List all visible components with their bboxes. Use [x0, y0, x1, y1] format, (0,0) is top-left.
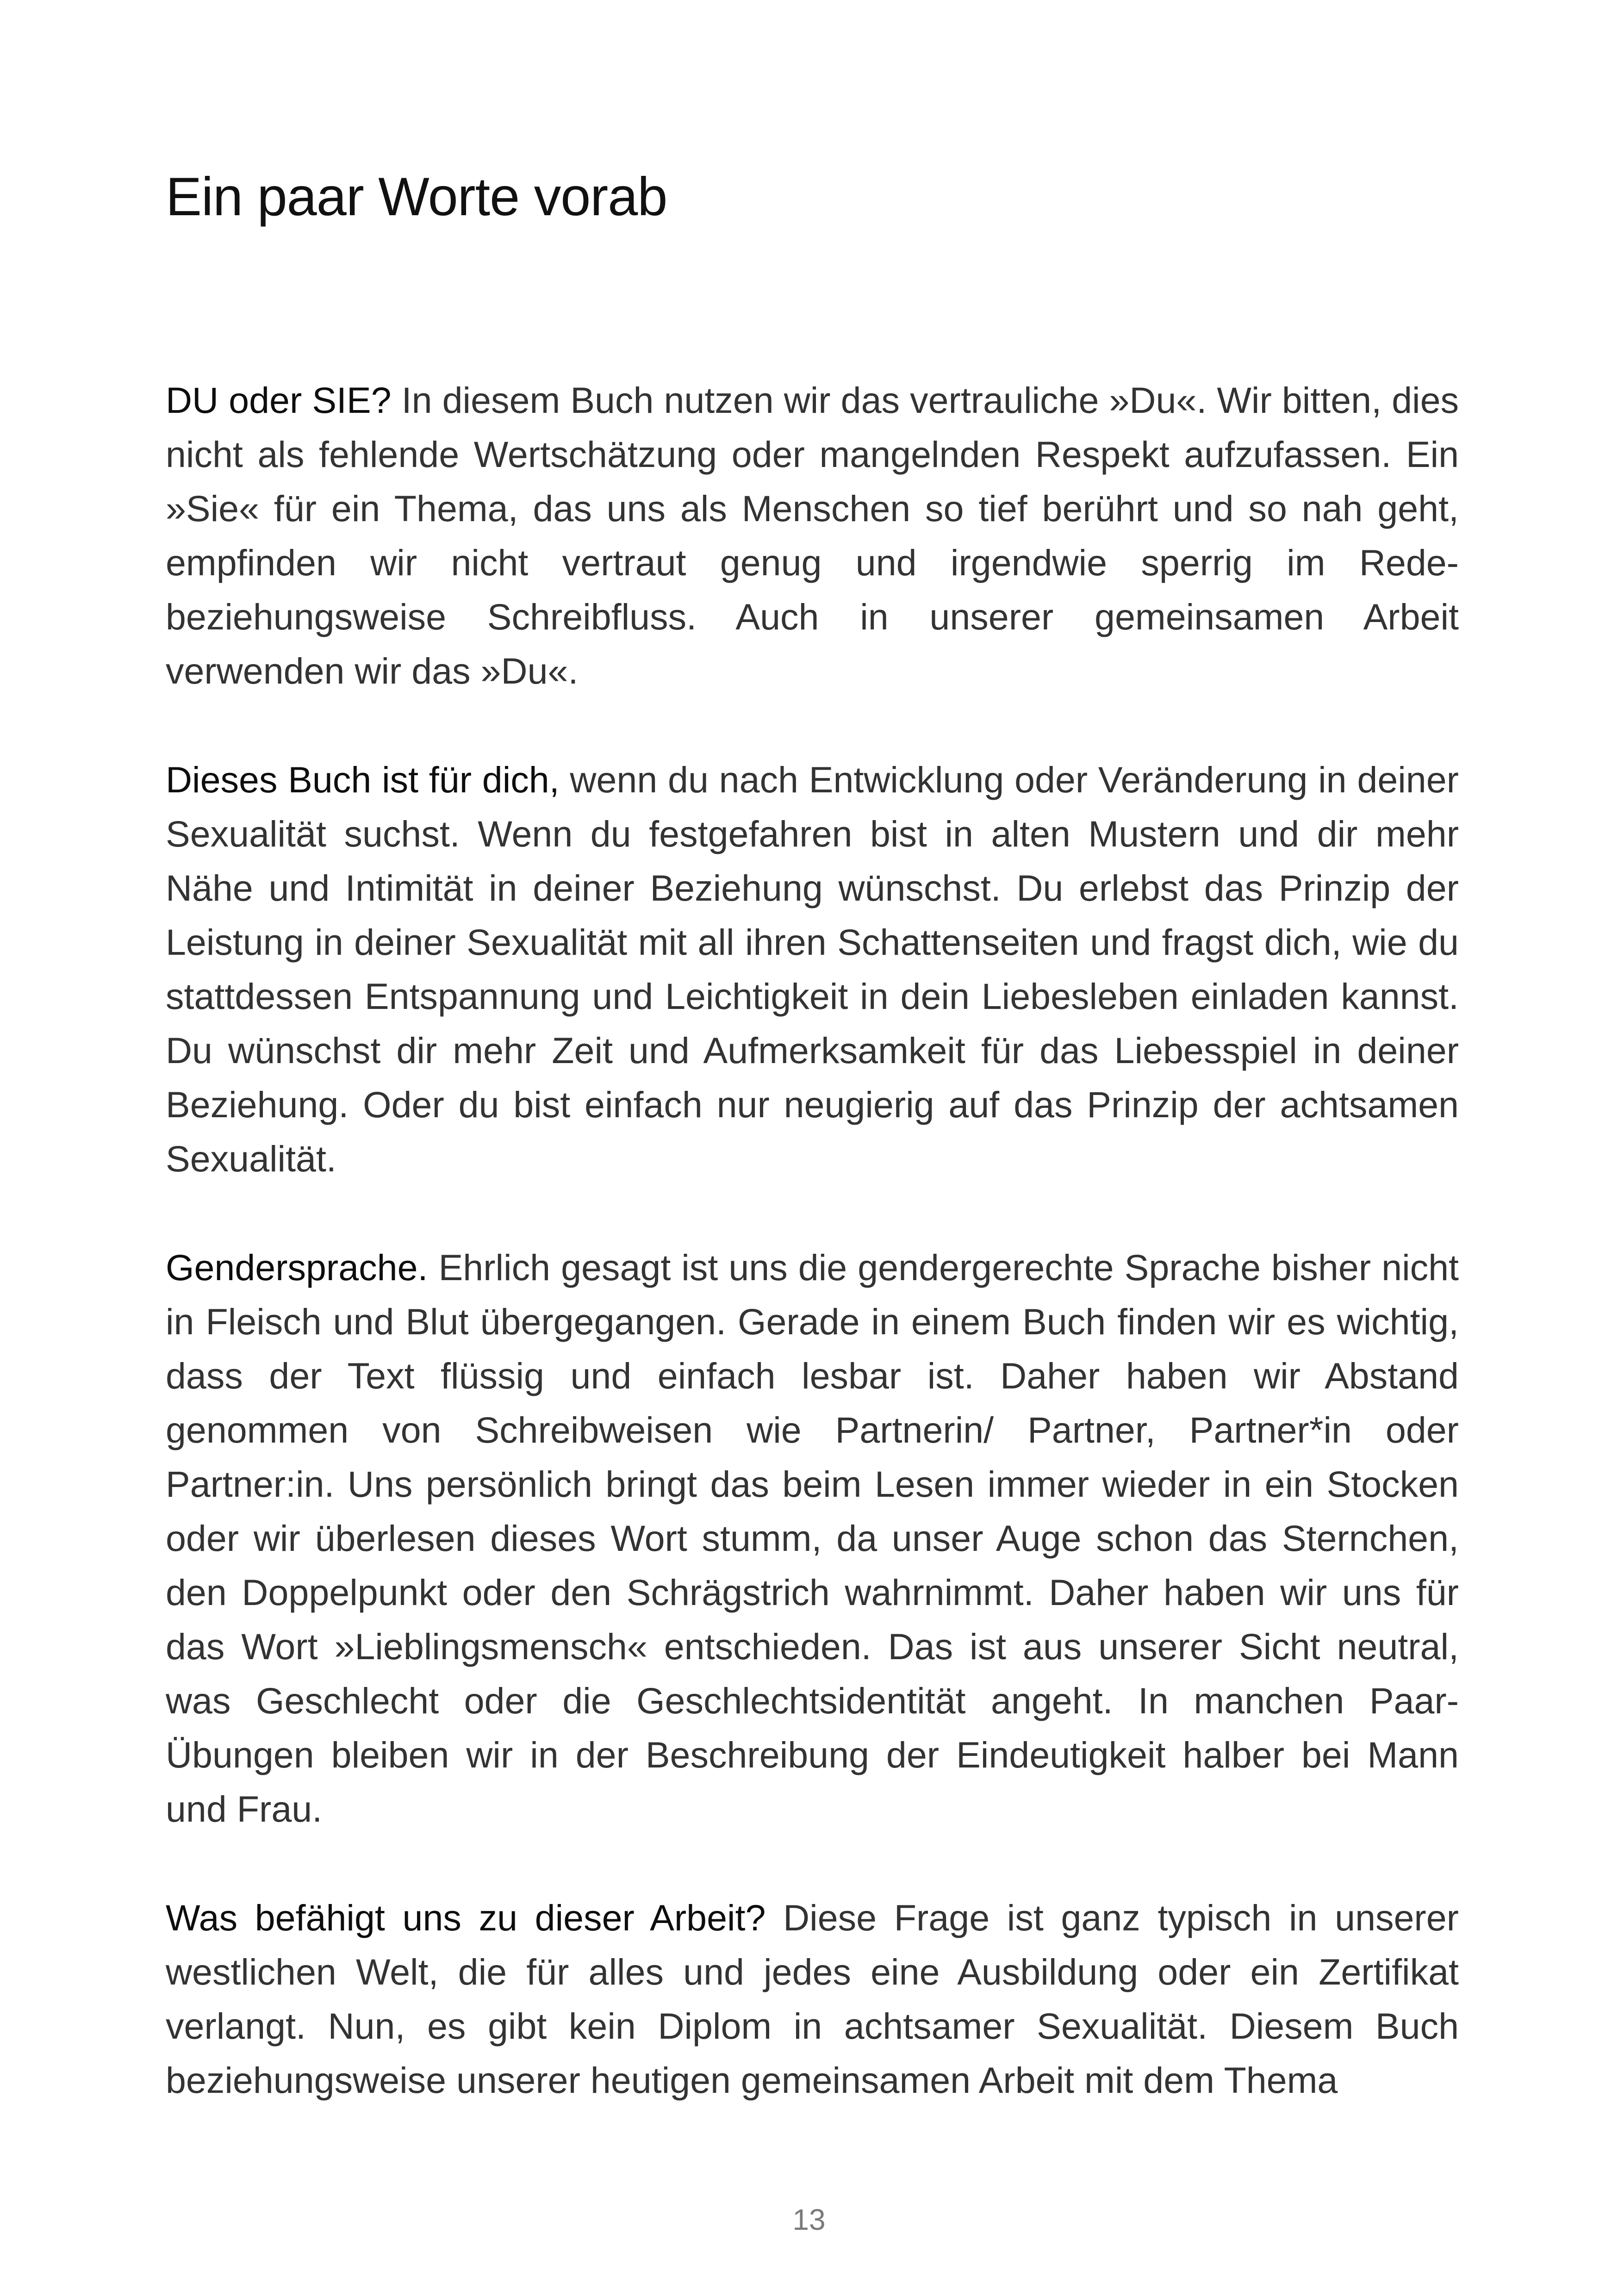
paragraph-lead: DU oder SIE?: [166, 380, 392, 421]
paragraph-body: Ehrlich gesagt ist uns die gendergerechte Sprache bisher nicht in Fleisch und Blut übergegangen. Gerade in einem Buch finden wir es wichtig, dass der Text flüssig und einfach lesbar ist. Daher haben wir Abstand genommen von Schreibweisen wie Partnerin/ Partner, Partner*in oder Partner:in. Uns persönlich bringt das beim Lesen immer wieder in ein Stocken oder wir überlesen dieses Wort stumm, da unser Auge schon das Sternchen, den Doppelpunkt oder den Schrägstrich wahrnimmt. Daher haben wir uns für das Wort »Lieblingsmensch« entschieden. Das ist aus unserer Sicht neutral, was Geschlecht oder die Geschlechtsidentität angeht. In manchen Paar-Übungen bleiben wir in der Beschreibung der Eindeutigkeit halber bei Mann und Frau.: [166, 1247, 1459, 1829]
paragraph-dieses-buch: [166, 753, 1459, 1186]
paragraph-lead: Dieses Buch ist für dich,: [166, 759, 560, 800]
paragraph-lead: Gendersprache.: [166, 1247, 428, 1288]
paragraph-lead: Was befähigt uns zu dieser Arbeit?: [166, 1897, 766, 1938]
paragraph-body: Diese Frage ist ganz typisch in unserer westlichen Welt, die für alles und jedes eine Ausbildung oder ein Zertifikat verlangt. Nun, es gibt kein Diplom in achtsamer Sexualität. Diesem Buch beziehungsweise unserer heutigen gemeinsamen Arbeit mit dem Thema: [166, 1897, 1459, 2101]
chapter-title: Ein paar Worte vorab: [166, 166, 667, 227]
paragraph-body: wenn du nach Entwicklung oder Veränderung in deiner Sexualität suchst. Wenn du festgefahren bist in alten Mustern und dir mehr Nähe und Intimität in deiner Beziehung wünschst. Du erlebst das Prinzip der Leistung in deiner Sexualität mit all ihren Schattenseiten und fragst dich, wie du stattdessen Entspannung und Leichtigkeit in dein Liebesleben einladen kannst. Du wünschst dir mehr Zeit und Aufmerksamkeit für das Liebesspiel in deiner Beziehung. Oder du bist einfach nur neugierig auf das Prinzip der achtsamen Sexualität.: [166, 759, 1459, 1179]
page-number: 13: [792, 2203, 826, 2236]
paragraph-befaehigung: [166, 1891, 1459, 2107]
body-text: [166, 373, 1459, 2162]
paragraph-body: In diesem Buch nutzen wir das vertrauliche »Du«. Wir bitten, dies nicht als fehlende Wertschätzung oder mangelnden Respekt aufzufassen. Ein »Sie« für ein Thema, das uns als Menschen so tief berührt und so nah geht, empfinden wir nicht vertraut genug und irgendwie sperrig im Rede- beziehungsweise Schreibfluss. Auch in unserer gemeinsamen Arbeit verwenden wir das »Du«.: [166, 380, 1459, 691]
paragraph-gendersprache: [166, 1240, 1459, 1836]
paragraph-du-oder-sie: [166, 373, 1459, 698]
